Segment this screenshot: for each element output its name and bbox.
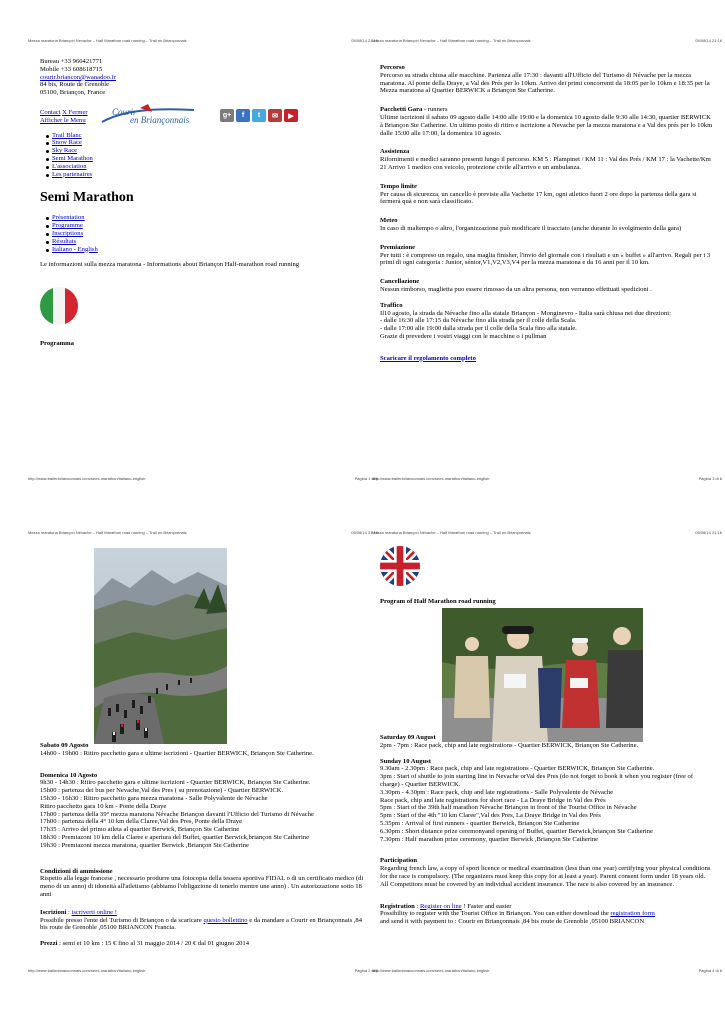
premiazione-text: Per tutti : è compreso un regalo, una maglia finisher, l'invio del giornale con i risultati e un « buffet » all'arrivo. Regali per i 3 primi di ogni categoria : Junior, sénior,V1,V2,V3,V4 per la mezza maratona e da 16 anni per il 10 km. bbox=[380, 251, 711, 267]
participation-text-2: All Competitors must be covered by an individual accident insurance. The race is also covered by an insurance. bbox=[380, 880, 675, 888]
domenica-line-2: 15h00 : partenza dei bus per Nevache,Val des Pres ( su prenotazione) - Quartier BERWICK. bbox=[40, 787, 284, 795]
tempo-heading: Tempo limite bbox=[380, 182, 417, 190]
close-link[interactable]: X Fermer bbox=[62, 108, 88, 116]
social-icons bbox=[220, 109, 298, 122]
cancellazione-text: Nessun rimborso, maglietta puo essere rimosso da un altra persona, non verranno effettuati spedizioni . bbox=[380, 285, 652, 293]
footer-url: http://www.trailenbrianconnais.com/semi-marathon/italiano-english bbox=[372, 968, 490, 973]
youtube-icon[interactable]: ▶ bbox=[284, 109, 298, 122]
iscriverti-online-link[interactable]: iscriverti online ! bbox=[71, 908, 117, 916]
registration-text-1: ! Faster and easier bbox=[461, 902, 512, 910]
sunday-line-3: 3.30pm - 4.30pm : Race pack, chip and late registrations - Salle Polyvalente de Névache bbox=[380, 788, 614, 796]
page-header bbox=[372, 38, 722, 46]
nav-item-snow-race[interactable]: Snow Race bbox=[52, 139, 82, 147]
nav-item-trail-blanc[interactable]: Trail Blanc bbox=[52, 131, 82, 139]
premiazione-heading: Premiazione bbox=[380, 243, 416, 251]
pacchetti-heading: Pacchetti Gara bbox=[380, 106, 423, 114]
meteo-heading: Meteo bbox=[380, 217, 398, 225]
logo-text-1: Courir bbox=[112, 107, 137, 117]
header-timestamp: 05/08/14 21:16 bbox=[351, 38, 378, 43]
sunday-line-9: 7.30pm : Half marathon prize ceremony, quartier Berwick ,Briançon Ste Catherine bbox=[380, 835, 599, 843]
subnav-italiano-english[interactable]: Italiano - English bbox=[52, 245, 98, 253]
header-title: Mezza maratona Briançon Nevache – Half Marathon road running – Trail en Briançonnais bbox=[372, 530, 531, 535]
percorso-text: Percorso su strada chiusa alle macchine. Partenza alle 17:30 : davanti all'Ufficio del Turismo di Névache per la mezza maratona. Al ponte della Draye, a Val des Prés per lo 10km. Arrivo dei primi concorrenti da 18:05 per lo 10km e 18:35 per la Mezza maratona al Quartier BERWICK a Briançon Ste Catherine. bbox=[380, 71, 710, 95]
sabato-heading: Sabato 09 Agosto bbox=[40, 742, 89, 749]
domenica-line-5: 17h00 : partenza della 39° mezza maratona Névache Briançon davanti l'Ufficio del Turismo di Névache bbox=[40, 810, 314, 818]
condizioni-heading: Condizioni di ammissione bbox=[40, 867, 113, 875]
domenica-line-9: 19h30 : Premiazoni mezza maratona, quartier Berwick ,Briançon Ste Catherine bbox=[40, 841, 249, 849]
email-link[interactable]: courir.briancon@wanadoo.fr bbox=[40, 73, 117, 81]
page-header bbox=[28, 530, 378, 538]
domenica-line-3: 15h30 - 16h30 : Ritiro pacchetto gara mezza maratona - Salle Polyvalente de Névache bbox=[40, 794, 268, 802]
sunday-line-1: 9.30am - 2.30pm : Race pack, chip and late registrations - Quartier BERWICK, Briançon Ste Catherine. bbox=[380, 765, 655, 773]
domenica-line-8: 18h30 : Premiazoni 10 km della Claree e apertura del Buffet, quartier Berwick,briançon Ste Catherine bbox=[40, 833, 310, 841]
page-4: Mezza maratona Briançon Nevache – Half Marathon road running – Trail en Briançonnais 05/08/14 21:16 Program of Half Marathon road running Saturday 09 August 2pm - 7pm : Race pack, chip and late registrations - Quartier BERWICK, Briançon Ste Catherine. Sunday 10 August 9.30am - 2.30pm : Race pack, chip and late registrations - Quartier BERWICK, Briançon Ste Catherine. 3pm : Start of shuttle to join starting line in Nevache orVal des Pres (do not forget to book it when you register (free of charge) - Quartier BERWICK. 3.30pm - 4.30pm : Race pack, chip and late registrations - Salle Polyvalente de Névache Race pack, chip and late registrations for short race - La Draye Bridge in Val des Prés 5pm : Start of the 39th half marathon Névache Briançon in front of the Tourist Office in Névache 5pm : Start of the 4th "10 km Claree",Val des Pres, La Draye Bridge in Val des Prés 5.35pm : Arrival of first runners - quartier Berwick, Briançon Ste Catherine 6.30pm : Short distance prize ceremonyand opening of Buffet, quartier Berwick,briançon Ste Catherine 7.30pm : Half marathon prize ceremony, quartier Berwick ,Briançon Ste Catherine Participation Regarding french law, a copy of sport licence or medical examination (less than one year) certifying your physical conditions for the race is compulsory. (The organizers must keep this copy for at least a year). Parent consent form under 18 years old. All Competitors must be covered by an individual accident insurance. The race is also covered by an insurance. Registration : Register on line ! Faster and easier Possibility to register with the Tourist Office in Briançon. You can either download the registration form and send it with payment to : Courir en Briançonnais ,84 bis route de Grenoble ,05100 BRIANCON http://www.trailenbrianconnais.com/semi-marathon/italiano-english Pagina 4 di 6 bbox=[372, 530, 722, 973]
uk-flag-icon[interactable] bbox=[380, 546, 420, 586]
saturday-heading: Saturday 09 August bbox=[380, 734, 436, 741]
mobile-phone: Mobile +33 608618715 bbox=[40, 65, 103, 73]
domenica-line-4: Ritiro pacchetto gara 10 km - Ponte della Draye bbox=[40, 802, 167, 810]
italian-flag-icon[interactable] bbox=[40, 287, 78, 325]
prezzi-text: : semi et 10 km : 15 € fino al 31 maggio 2014 / 20 € dal 01 giugno 2014 bbox=[57, 940, 250, 948]
header-timestamp: 05/08/14 21:16 bbox=[695, 530, 722, 535]
page-footer bbox=[372, 476, 722, 481]
header-title: Mezza maratona Briançon Nevache – Half Marathon road running – Trail en Briançonnais bbox=[372, 38, 531, 43]
download-regolamento-link[interactable]: Scaricare il regolamento completo bbox=[380, 354, 476, 362]
page-header bbox=[28, 38, 378, 46]
nav-item-partners[interactable]: Les partenaires bbox=[52, 170, 93, 178]
sunday-line-8: 6.30pm : Short distance prize ceremonyand opening of Buffet, quartier Berwick,briançon Ste Catherine bbox=[380, 827, 653, 835]
sunday-line-6: 5pm : Start of the 4th "10 km Claree",Val des Pres, La Draye Bridge in Val des Prés bbox=[380, 812, 601, 820]
sunday-line-7: 5.35pm : Arrival of first runners - quartier Berwick, Briançon Ste Catherine bbox=[380, 819, 580, 827]
contact-link[interactable]: Contact bbox=[40, 108, 61, 116]
program-heading: Program of Half Marathon road running bbox=[380, 598, 496, 605]
registration-form-link[interactable]: registration form bbox=[610, 910, 655, 918]
meteo-text: In caso di maltempo o altro, l'organizzazione può modificare il tracciato (anche durante lo svolgimento della gara) bbox=[380, 224, 682, 232]
main-nav bbox=[46, 132, 366, 179]
traffico-line-2: - dalle 17:00 alle 19:00 dalla strada per il colle della Scala fino alla statale. bbox=[380, 325, 577, 333]
race-photo-runners bbox=[442, 608, 643, 742]
iscrizioni-text-1: Possibile presso l'ente del Turismo di Briançon o da scaricare bbox=[40, 916, 204, 924]
page-1 bbox=[28, 38, 378, 488]
page-footer bbox=[372, 968, 722, 973]
pacchetti-sub: - runners bbox=[422, 106, 448, 114]
twitter-icon[interactable]: t bbox=[252, 109, 266, 122]
footer-url: http://www.trailenbrianconnais.com/semi-marathon/italiano-english bbox=[372, 476, 490, 481]
sunday-heading: Sunday 10 August bbox=[380, 757, 431, 765]
facebook-icon[interactable]: f bbox=[236, 109, 250, 122]
participation-heading: Participation bbox=[380, 857, 417, 865]
traffico-line-3: Grazie di prevedere i vostri viaggi con le macchine o i pullman bbox=[380, 332, 547, 340]
tempo-text: Per causa di sicurezza, un cancello è previste alla Vachette 17 km, ogni atletico fuori 2 ore dopo la partenza della gara si fermerà quà e non sarà classificato. bbox=[380, 190, 697, 206]
percorso-heading: Percorso bbox=[380, 64, 405, 71]
race-photo-mountain-road bbox=[94, 548, 227, 744]
logo-text-2: en Briançonnais bbox=[130, 115, 190, 125]
traffico-text: Il10 agosto, la strada da Névache fino alla statale Briançon - Monginevro - Italia sarà chiusa nei due direzioni: bbox=[380, 309, 671, 317]
google-plus-icon[interactable]: g+ bbox=[220, 109, 234, 122]
domenica-heading: Domenica 10 Agosto bbox=[40, 771, 98, 779]
site-logo[interactable] bbox=[100, 102, 196, 126]
register-online-link[interactable]: Register on line bbox=[419, 902, 462, 910]
show-menu-link[interactable]: Afficher le Menu bbox=[40, 116, 86, 124]
footer-page-number: Pagina 1 di 6 bbox=[354, 476, 378, 481]
page-title: Semi Marathon bbox=[40, 190, 134, 206]
footer-page-number: Pagina 3 di 6 bbox=[698, 476, 722, 481]
address-line-2: 05100, Briançon, France bbox=[40, 89, 106, 97]
intro-text: Le informazioni sulla mezza maratona - Informations about Briançon Half-marathon road running bbox=[40, 261, 300, 269]
header-title: Mezza maratona Briançon Nevache – Half Marathon road running – Trail en Briançonnais bbox=[28, 38, 187, 43]
sub-nav bbox=[46, 214, 366, 253]
traffico-line-1: - dalle 16:30 alle 17:15 da Névache fino alla strada per il colle della Scala. bbox=[380, 317, 577, 325]
header-title: Mezza maratona Briançon Nevache – Half Marathon road running – Trail en Briançonnais bbox=[28, 530, 187, 535]
subnav-programme[interactable]: Programme bbox=[52, 222, 83, 230]
subnav-presentation[interactable]: Présentation bbox=[52, 214, 85, 222]
bureau-phone: Bureau +33 960421771 bbox=[40, 58, 103, 65]
header-timestamp: 05/08/14 21:16 bbox=[695, 38, 722, 43]
registration-text-3: and send it with payment to : Courir en Briançonnais ,84 bis route de Grenoble ,05100 BRIANCON bbox=[380, 918, 645, 926]
header-timestamp: 05/08/14 21:16 bbox=[351, 530, 378, 535]
sabato-text: 14h00 - 19h00 : Ritiro pacchetto gara e ultime iscrizioni - Quartier BERWICK, Briançon Ste Catherine. bbox=[40, 749, 314, 757]
assistenza-heading: Assistenza bbox=[380, 148, 410, 156]
email-icon[interactable]: ✉ bbox=[268, 109, 282, 122]
nav-item-semi-marathon[interactable]: Semi Marathon bbox=[52, 154, 93, 162]
prezzi-heading: Prezzi bbox=[40, 940, 58, 948]
registration-text-2: Possibility to register with the Tourist Office in Briançon. You can either download the bbox=[380, 910, 611, 918]
subnav-inscriptions[interactable]: Inscriptions bbox=[52, 229, 84, 237]
subnav-resultats[interactable]: Résultats bbox=[52, 237, 77, 245]
programma-heading: Programma bbox=[40, 340, 74, 348]
footer-url: http://www.trailenbrianconnais.com/semi-marathon/italiano-english bbox=[28, 476, 146, 481]
domenica-line-6: 17h00 : partenza della 4° 10 km della Claree,Val des Pres, Ponte della Draye bbox=[40, 818, 243, 826]
assistenza-text: Rifornimenti e medici saranno presenti lungo il percorso. KM 5 : Plampinet / KM 11 : Val des Prés / KM 17 : la Vachette/Km 21 Arrivo 1 medico con veicolo, protezione civile all'arrivo e un ambulanza. bbox=[380, 156, 711, 171]
page-2 bbox=[372, 38, 722, 488]
iscrizioni-text-2: e da mandare a Courir en Briançonnais ,84 bis route de Grenoble ,05100 BRIANCON Francia. bbox=[40, 916, 363, 932]
sunday-line-4: Race pack, chip and late registrations for short race - La Draye Bridge in Val des Prés bbox=[380, 796, 606, 804]
address-line-1: 84 bis, Route de Grenoble bbox=[40, 81, 110, 89]
bollettino-link[interactable]: questo bollettino bbox=[203, 916, 248, 924]
footer-page-number: Pagina 4 di 6 bbox=[698, 968, 722, 973]
nav-item-association[interactable]: L'association bbox=[52, 162, 87, 170]
nav-item-sky-race[interactable]: Sky Race bbox=[52, 147, 78, 155]
page-footer bbox=[28, 476, 378, 481]
cancellazione-heading: Cancellazione bbox=[380, 278, 420, 286]
page-header bbox=[372, 530, 722, 538]
domenica-line-7: 17h35 : Arrivo del primo atleta al quartier Berwick, Briançon Ste Catherine bbox=[40, 826, 240, 834]
registration-heading: Registration bbox=[380, 902, 415, 910]
traffico-heading: Traffico bbox=[380, 301, 403, 309]
pacchetti-text: Ultime iscrizioni il sabato 09 agosto dalle 14:00 alle 19:00 e la domenica 10 agosto dalle 9:30 alle 14:30, quartier BERWICK à Briançon Ste Catherine. Un ultimo posto di ritiro e iscrizione a Nevache per la mezza maratona e a Val des prés per lo 10km dalle 15:00 alle 17:00, la domenica 10 agosto. bbox=[380, 113, 713, 137]
footer-page-number: Pagina 2 di 6 bbox=[354, 968, 378, 973]
domenica-line-1: 9h30 - 14h30 : Ritiro pacchetto gara e ultime iscrizioni - Quartier BERWICK, Briançon Ste Catherine. bbox=[40, 779, 311, 787]
page-3: Mezza maratona Briançon Nevache – Half Marathon road running – Trail en Briançonnais 05/08/14 21:16 Sabato 09 Agosto 14h00 - 19h00 : Ritiro pacchetto gara e ultime iscrizioni - Quartier BERWICK, Briançon Ste Catherine. Domenica 10 Agosto 9h30 - 14h30 : Ritiro pacchetto gara e ultime iscrizioni - Quartier BERWICK, Briançon Ste Catherine. 15h00 : partenza dei bus per Nevache,Val des Pres ( su prenotazione) - Quartier BERWICK. 15h30 - 16h30 : Ritiro pacchetto gara mezza maratona - Salle Polyvalente de Névache Ritiro pacchetto gara 10 km - Ponte della Draye 17h00 : partenza della 39° mezza maratona Névache Briançon davanti l'Ufficio del Turismo di Névache 17h00 : partenza della 4° 10 km della Claree,Val des Pres, Ponte della Draye 17h35 : Arrivo del primo atleta al quartier Berwick, Briançon Ste Catherine 18h30 : Premiazoni 10 km della Claree e apertura del Buffet, quartier Berwick,briançon Ste Catherine 19h30 : Premiazoni mezza maratona, quartier Berwick ,Briançon Ste Catherine Condizioni di ammissione Rispetto alla legge francese , necessario produrre una fotocopia della tessera sportiva FIDAL o di un certificato medico (di meno di un anno) di idoneità all'atletismo (abbiamo l'obligazione di tenerlo mentre une anno) . Un autorizzazione sotto 18 anni Iscrizioni : iscriverti online ! Possibile presso l'ente del Turismo di Briançon o da scaricare questo bollettino e da mandare a Courir en Briançonnais ,84 bis route de Grenoble ,05100 BRIANCON Francia. Prezzi : semi et 10 km : 15 € fino al 31 maggio 2014 / 20 € dal 01 giugno 2014 http://www.trailenbrianconnais.com/semi-marathon/italiano-english Pagina 2 di 6 bbox=[28, 530, 378, 973]
saturday-text: 2pm - 7pm : Race pack, chip and late registrations - Quartier BERWICK, Briançon Ste Catherine. bbox=[380, 741, 639, 749]
page-footer bbox=[28, 968, 378, 973]
sunday-line-2: 3pm : Start of shuttle to join starting line in Nevache orVal des Pres (do not forget to book it when you register (free of charge) - Quartier BERWICK. bbox=[380, 773, 694, 788]
sunday-line-5: 5pm : Start of the 39th half marathon Névache Briançon in front of the Tourist Office in Névache bbox=[380, 804, 637, 812]
participation-text: Regarding french law, a copy of sport licence or medical examination (less than one year) certifying your physical conditions for the race is compulsory. (The organizers must keep this copy for at least a year). Parent consent form under 18 years old. bbox=[380, 865, 711, 880]
footer-url: http://www.trailenbrianconnais.com/semi-marathon/italiano-english bbox=[28, 968, 146, 973]
condizioni-text: Rispetto alla legge francese , necessario produrre una fotocopia della tessera sportiva FIDAL o di un certificato medico (di meno di un anno) di idoneità all'atletismo (abbiamo l'obligazione di tenerlo mentre une anno) . Un autorizzazione sotto 18 anni bbox=[40, 875, 364, 898]
iscrizioni-heading: Iscrizioni bbox=[40, 908, 67, 916]
